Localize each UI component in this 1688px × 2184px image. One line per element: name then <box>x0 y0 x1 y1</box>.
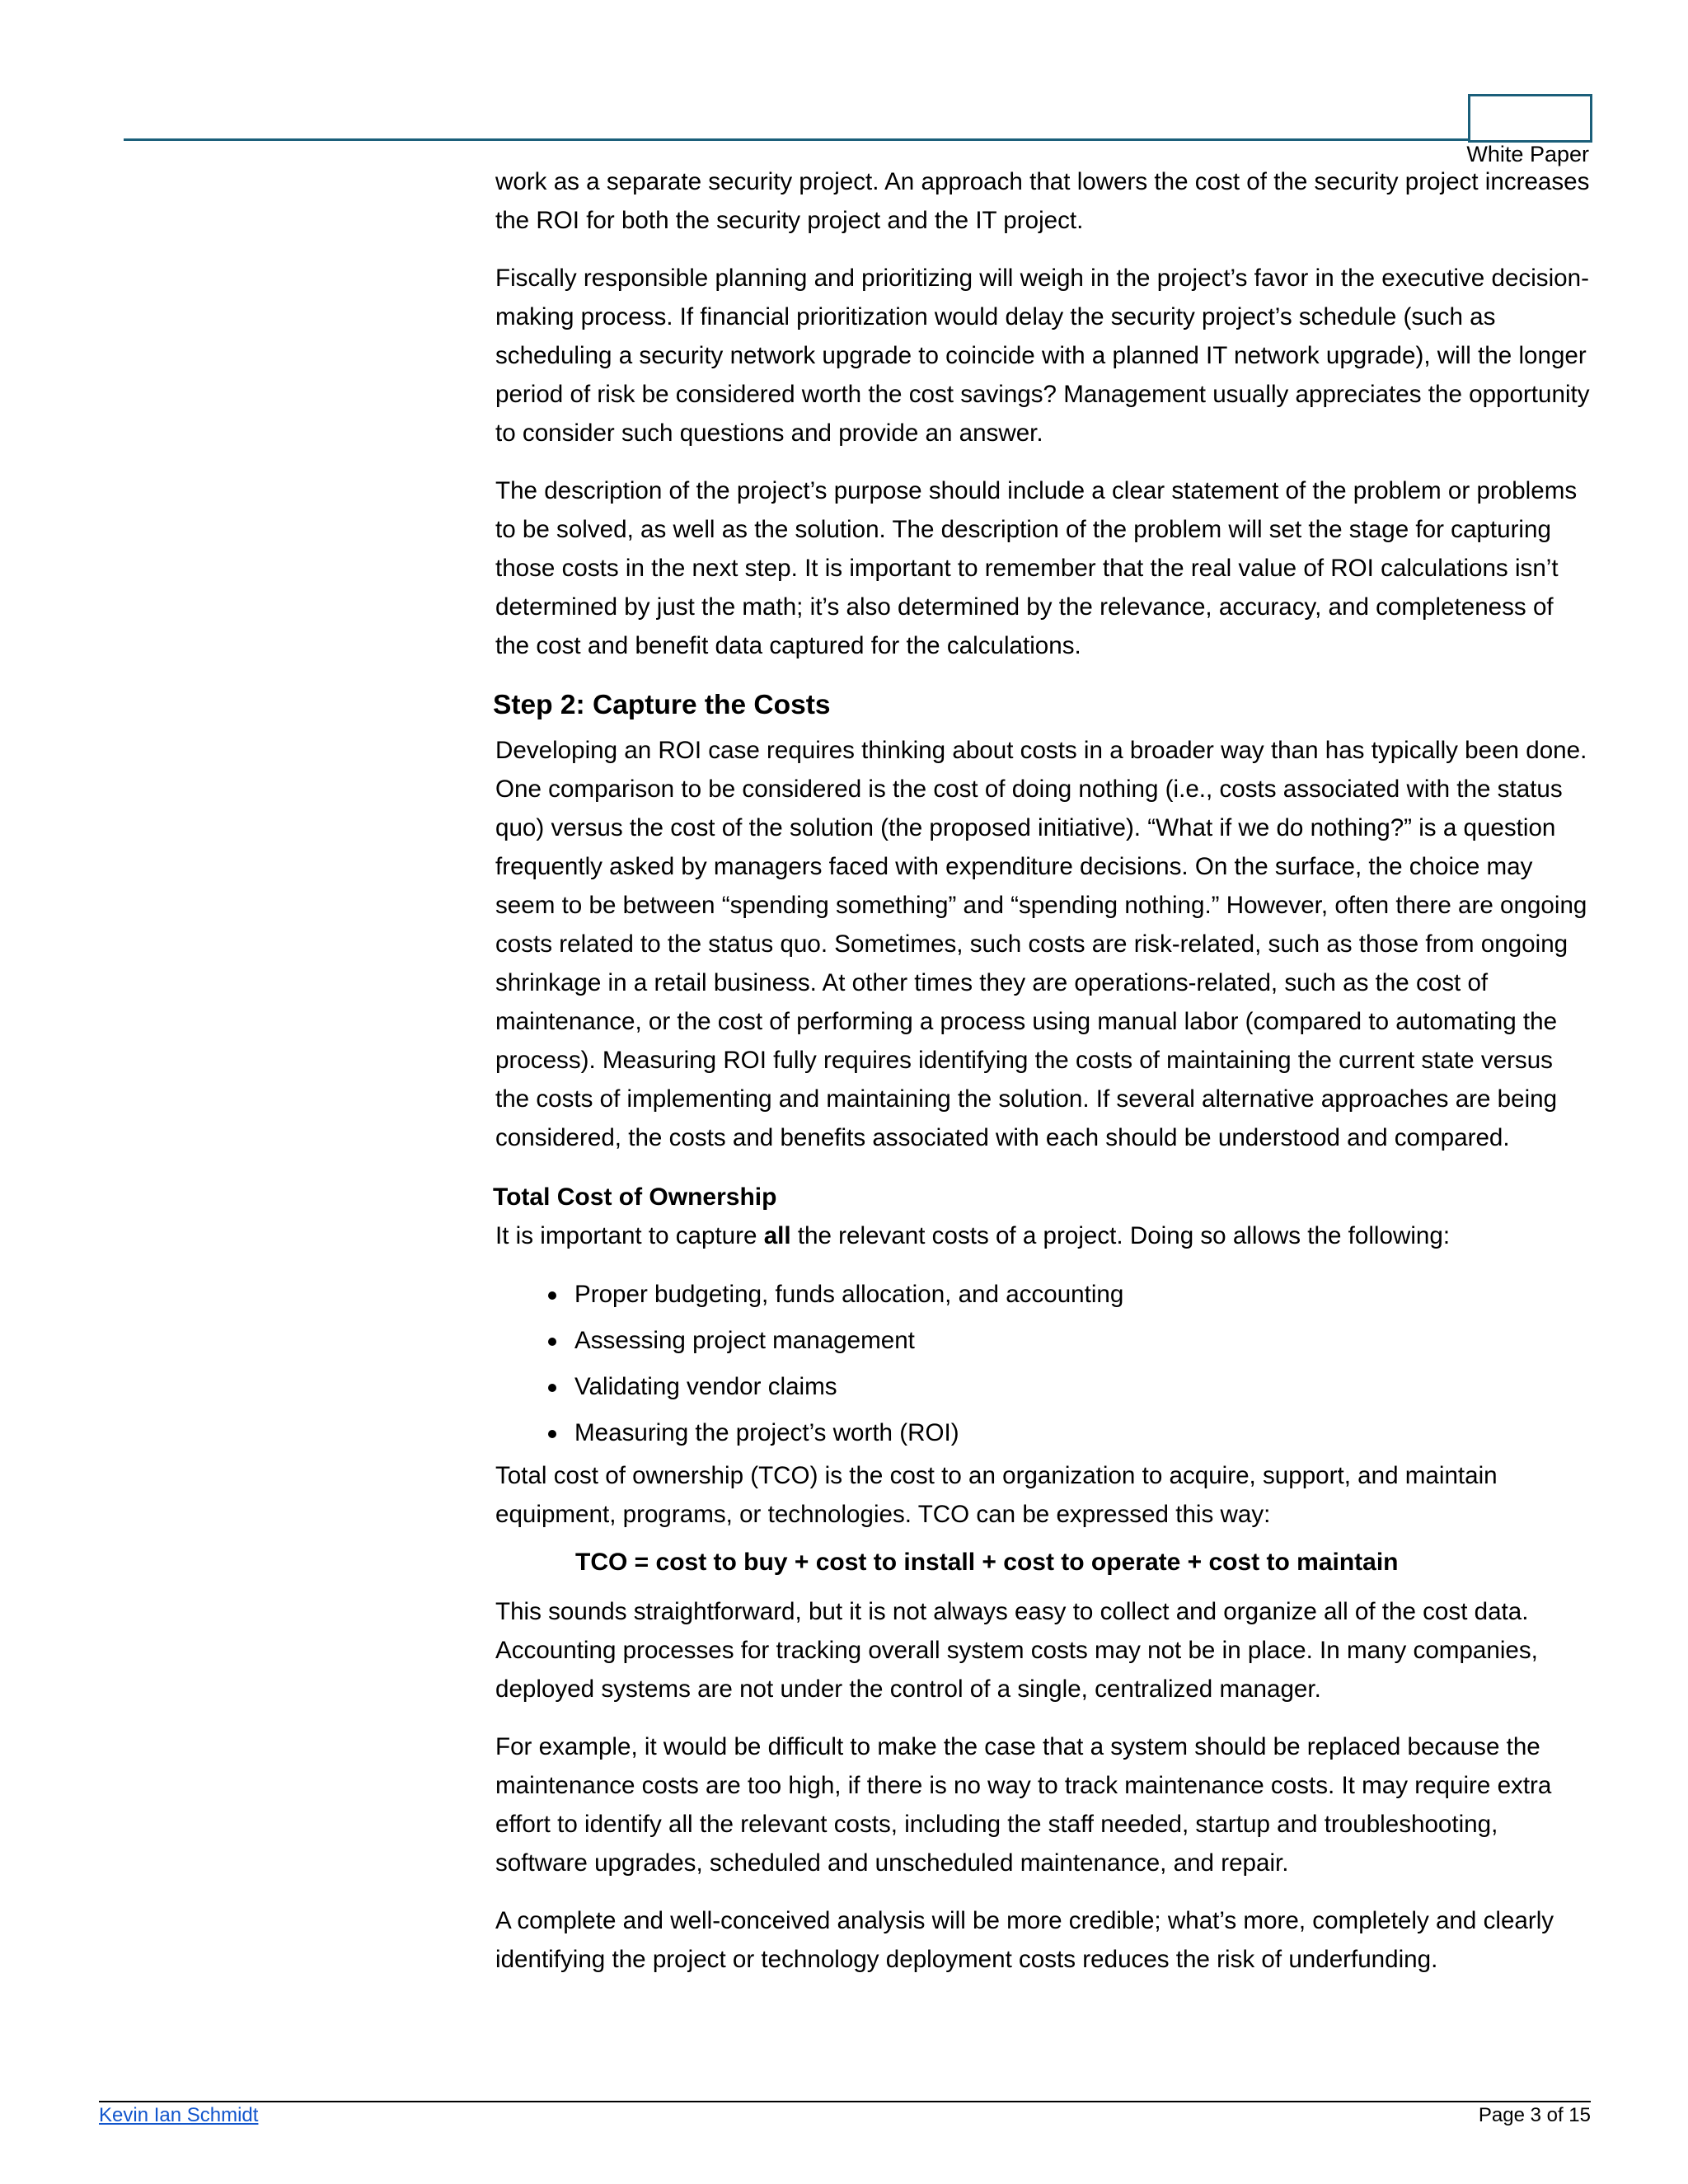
header-logo-box <box>1468 94 1592 143</box>
tco-intro-text: It is important to capture <box>495 1222 764 1249</box>
document-type-label: White Paper <box>1466 142 1589 166</box>
paragraph-project-purpose: The description of the project’s purpose should include a clear statement of the problem or problems to be solved, as well as the solution. The description of the problem will set the stage for capturing those costs in the next step. It is important to remember that the real value of ROI calculations isn’t determined by just the math; it’s also determined by the relevance, accuracy, and completeness of the cost and benefit data captured for the calculations. <box>495 477 1578 659</box>
list-item <box>495 1272 1592 1318</box>
paragraph-complete-analysis: A complete and well-conceived analysis will be more credible; what’s more, completely and clearly identifying the project or technology deployment costs reduces the risk of underfunding. <box>495 1907 1554 1973</box>
list-item-label: Validating vendor claims <box>574 1373 837 1400</box>
paragraph-cost-data: This sounds straightforward, but it is not always easy to collect and organize all of the cost data. Accounting processes for tracking overall system costs may not be in place. In many companies, deployed systems are not under the control of a single, centralized manager. <box>495 1598 1538 1703</box>
paragraph-security-project: work as a separate security project. An approach that lowers the cost of the security project increases the ROI for both the security project and the IT project. <box>495 168 1590 234</box>
tco-intro-emphasis: all <box>763 1222 791 1249</box>
subsection-heading-tco: Total Cost of Ownership <box>493 1183 777 1211</box>
bullet-icon <box>548 1291 556 1300</box>
paragraph-tco-intro <box>495 1216 1592 1255</box>
paragraph-tco-definition: Total cost of ownership (TCO) is the cost to an organization to acquire, support, and maintain equipment, programs, or technologies. TCO can be expressed this way: <box>495 1462 1498 1528</box>
bullet-icon <box>548 1430 556 1438</box>
author-link[interactable]: Kevin Ian Schmidt <box>99 2104 259 2126</box>
list-item <box>495 1318 1592 1364</box>
header-rule <box>124 138 1589 141</box>
list-item <box>495 1410 1592 1456</box>
bullet-icon <box>548 1384 556 1392</box>
tco-benefits-list <box>495 1272 1592 1456</box>
paragraph-maintenance-example: For example, it would be difficult to make the case that a system should be replaced because the maintenance costs are too high, if there is no way to track maintenance costs. It may require extra effort to identify all the relevant costs, including the staff needed, startup and troubleshooting, software upgrades, scheduled and unscheduled maintenance, and repair. <box>495 1733 1552 1877</box>
page-number: Page 3 of 15 <box>1478 2104 1591 2126</box>
list-item-label: Assessing project management <box>574 1327 915 1354</box>
tco-formula: TCO = cost to buy + cost to install + cost to operate + cost to maintain <box>575 1549 1399 1576</box>
list-item-label: Measuring the project’s worth (ROI) <box>574 1419 959 1446</box>
list-item <box>495 1364 1592 1410</box>
list-item-label: Proper budgeting, funds allocation, and accounting <box>574 1281 1124 1308</box>
paragraph-capture-costs: Developing an ROI case requires thinking about costs in a broader way than has typically been done. One comparison to be considered is the cost of doing nothing (i.e., costs associated with the status quo) versus the cost of the solution (the proposed initiative). “What if we do nothing?” is a question frequently asked by managers faced with expenditure decisions. On the surface, the choice may seem to be between “spending something” and “spending nothing.” However, often there are ongoing costs related to the status quo. Sometimes, such costs are risk-related, such as those from ongoing shrinkage in a retail business. At other times they are operations-related, such as the cost of maintenance, or the cost of performing a process using manual labor (compared to automating the process). Measuring ROI fully requires identifying the costs of maintaining the current state versus the costs of implementing and maintaining the solution. If several alternative approaches are being considered, the costs and benefits associated with each should be understood and compared. <box>495 737 1587 1151</box>
section-heading-step-2: Step 2: Capture the Costs <box>493 690 831 720</box>
bullet-icon <box>548 1338 556 1346</box>
footer-rule <box>99 2101 1591 2102</box>
tco-intro-text-end: the relevant costs of a project. Doing so allows the following: <box>790 1222 1451 1249</box>
document-body <box>495 162 1592 1998</box>
paragraph-fiscal-planning: Fiscally responsible planning and prioritizing will weigh in the project’s favor in the executive decision-making process. If financial prioritization would delay the security project’s schedule (such as scheduling a security network upgrade to coincide with a planned IT network upgrade), will the longer period of risk be considered worth the cost savings? Management usually appreciates the opportunity to consider such questions and provide an answer. <box>495 265 1590 447</box>
